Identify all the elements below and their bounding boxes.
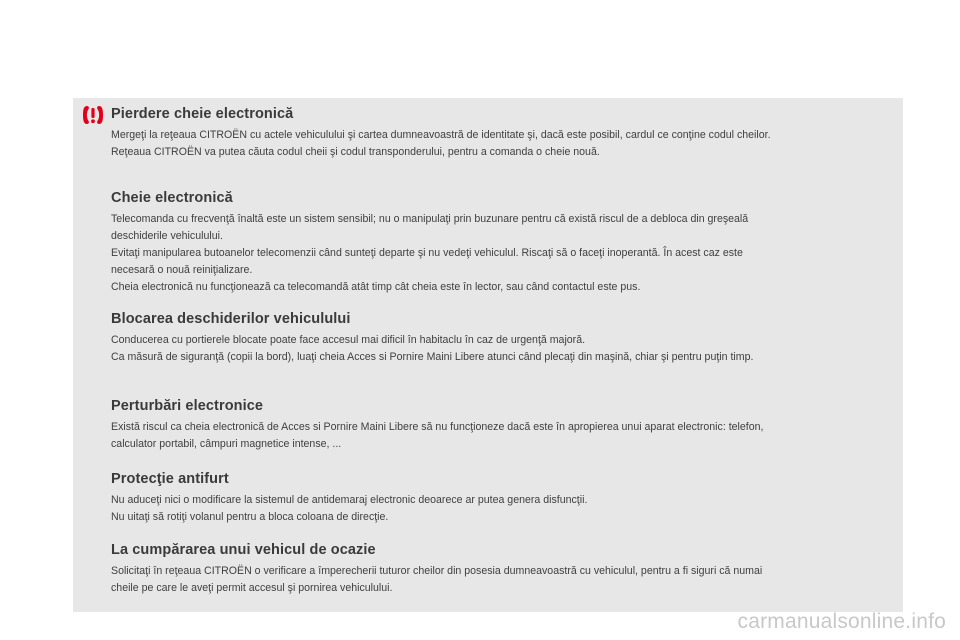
section-title: La cumpărarea unui vehicul de ocazie xyxy=(111,542,376,558)
section-door-locking xyxy=(111,311,891,366)
section-title: Perturbări electronice xyxy=(111,398,264,414)
section-body: Există riscul ca cheia electronică de Acces si Pornire Maini Libere să nu funcţioneze dacă este în apropierea unui aparat electronic: telefon, calculator portabil, câmpuri magnetice intense, ... xyxy=(111,421,764,450)
warning-icon xyxy=(82,105,104,125)
section-title: Blocarea deschiderilor vehiculului xyxy=(111,311,351,327)
section-body: Telecomanda cu frecvenţă înaltă este un sistem sensibil; nu o manipulaţi prin buzunare pentru că există riscul de a debloca din greşeală deschiderile vehiculului. Evitaţi manipularea butoanelor telecomenzii când sunteţi departe şi nu vedeţi vehiculul. Riscaţi să o faceţi inoperantă. În acest caz este necesară o nouă reiniţializare. Cheia electronică nu funcţionează ca telecomandă atât timp cât cheia este în lector, sau când contactul este pus. xyxy=(111,213,749,293)
section-body: Nu aduceţi nici o modificare la sistemul de antidemaraj electronic deoarece ar putea genera disfuncţii. Nu uitaţi să rotiţi volanul pentru a bloca coloana de direcţie. xyxy=(111,494,588,523)
section-electronic-interference xyxy=(111,398,891,453)
section-title: Pierdere cheie electronică xyxy=(111,106,294,122)
section-lost-key xyxy=(111,106,891,161)
section-title: Cheie electronică xyxy=(111,190,233,206)
section-body: Solicitaţi în reţeaua CITROËN o verificare a împerecherii tuturor cheilor din posesia dumneavoastră cu vehiculul, pentru a fi siguri că numai cheile pe care le aveţi permit accesul şi pornirea vehiculului. xyxy=(111,565,763,594)
section-anti-theft xyxy=(111,471,891,526)
section-body: Conducerea cu portierele blocate poate face accesul mai dificil în habitaclu în caz de urgenţă majoră. Ca măsură de siguranţă (copii la bord), luaţi cheia Acces si Pornire Maini Libere atunci când plecaţi din maşină, chiar şi pentru puţin timp. xyxy=(111,334,754,363)
section-body: Mergeţi la reţeaua CITROËN cu actele vehiculului şi cartea dumneavoastră de identitate şi, dacă este posibil, cardul ce conţine codul cheilor. Reţeaua CITROËN va putea căuta codul cheii şi codul transponderului, pentru a comanda o cheie nouă. xyxy=(111,129,771,158)
section-electronic-key xyxy=(111,190,891,296)
section-title: Protecţie antifurt xyxy=(111,471,229,487)
section-used-vehicle xyxy=(111,542,891,597)
watermark-text: carmanualsonline.info xyxy=(737,610,946,633)
